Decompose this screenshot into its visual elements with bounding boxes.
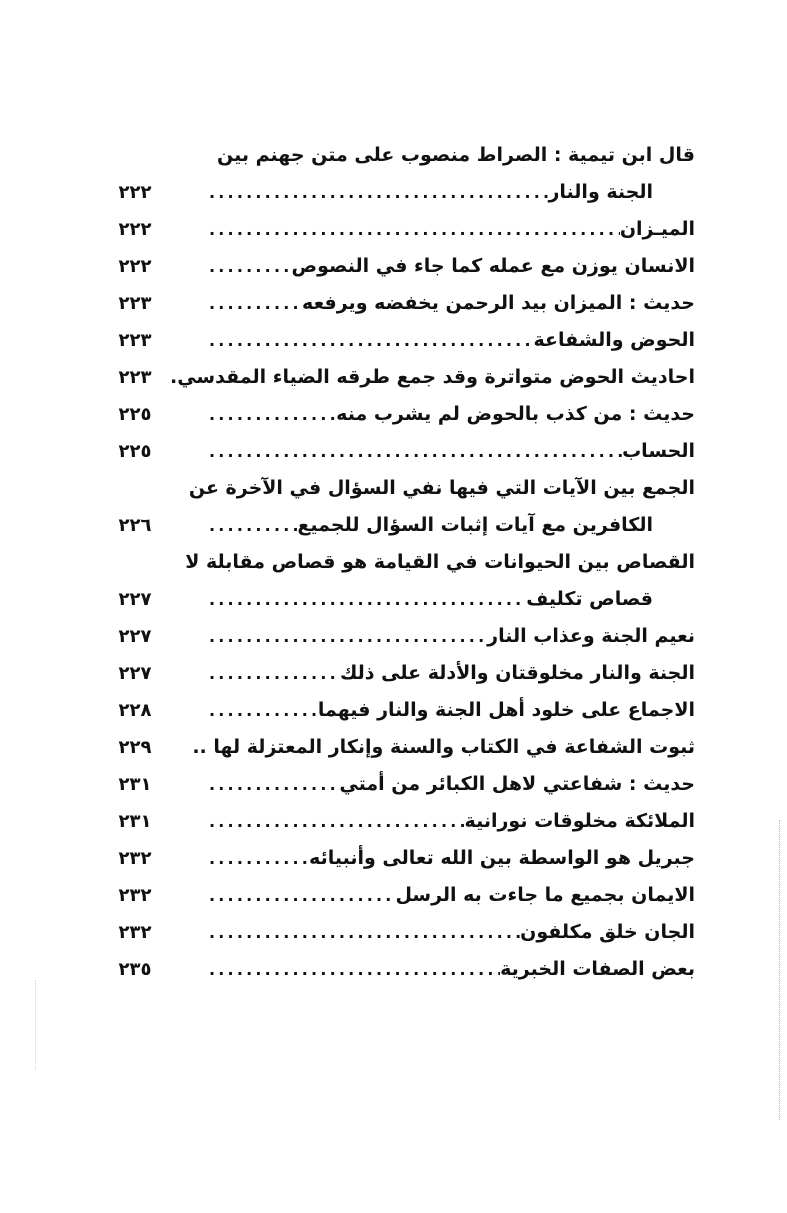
toc-entry	[205, 285, 695, 322]
toc-entry	[205, 581, 695, 618]
toc-entry-title: نعيم الجنة وعذاب النار	[487, 625, 695, 647]
toc-page-number: ٢٢٢	[118, 182, 152, 203]
toc-row	[0, 729, 787, 766]
toc-entry-title: حديث : الميزان بيد الرحمن يخفضه ويرفعه	[302, 292, 695, 314]
toc-row	[0, 544, 787, 581]
toc-page-number: ٢٢٩	[118, 737, 152, 758]
dot-leader	[205, 248, 292, 285]
toc-entry-title: حديث : شفاعتي لاهل الكبائر من أمتي	[339, 773, 695, 795]
toc-row	[0, 840, 787, 877]
toc-page-number	[110, 544, 160, 581]
toc-page-number: ٢٣١	[118, 774, 152, 795]
toc-page-number: ٢٢٥	[118, 404, 152, 425]
dot-leader	[205, 951, 500, 988]
toc-entry	[205, 433, 695, 470]
toc-row	[0, 914, 787, 951]
toc-row	[0, 359, 787, 396]
toc-entry	[205, 322, 695, 359]
toc-page-number: ٢٢٢	[118, 256, 152, 277]
toc-entry-title: قال ابن تيمية : الصراط منصوب على متن جهنم بين	[217, 144, 695, 166]
toc-row	[0, 766, 787, 803]
toc-page-number: ٢٢٧	[118, 663, 152, 684]
toc-page-number: ٢٣٥	[118, 959, 152, 980]
dot-leader	[205, 840, 309, 877]
toc-entry	[205, 655, 695, 692]
toc-entry	[192, 729, 695, 766]
toc-row	[0, 655, 787, 692]
toc-entry	[205, 877, 695, 914]
toc-row	[0, 507, 787, 544]
toc-entry	[205, 507, 695, 544]
toc-page-number: ٢٢٧	[118, 626, 152, 647]
toc-entry-title: احاديث الحوض متواترة وقد جمع طرقه الضياء المقدسي.	[169, 366, 695, 388]
toc-row	[0, 470, 787, 507]
toc-entry-title: الحساب	[622, 440, 695, 462]
dot-leader	[205, 803, 465, 840]
dot-leader	[205, 618, 487, 655]
toc-entry	[205, 211, 695, 248]
toc-entry-title: الجنة والنار	[548, 181, 653, 203]
toc-entry	[205, 137, 695, 174]
toc-entry-title: بعض الصفات الخبرية	[500, 958, 695, 980]
dot-leader	[205, 692, 318, 729]
scan-edge-line-left	[35, 980, 36, 1070]
dot-leader	[205, 877, 395, 914]
toc-entry	[205, 914, 695, 951]
toc-entry-title: قصاص تكليف	[526, 588, 653, 610]
toc-entry	[205, 803, 695, 840]
toc-entry	[205, 766, 695, 803]
toc-entry	[185, 544, 695, 581]
dot-leader	[205, 914, 520, 951]
dot-leader	[205, 396, 336, 433]
toc-row	[0, 137, 787, 174]
toc-row	[0, 211, 787, 248]
toc-row	[0, 877, 787, 914]
toc-row	[0, 951, 787, 988]
toc-entry-title: القصاص بين الحيوانات في القيامة هو قصاص مقابلة لا	[185, 551, 695, 573]
toc-page-number: ٢٢٦	[118, 515, 152, 536]
toc-page-number	[110, 470, 160, 507]
toc-entry-title: الميـزان	[619, 218, 695, 240]
dot-leader	[205, 766, 339, 803]
toc-entry	[205, 396, 695, 433]
toc-entry-title: الجان خلق مكلفون	[520, 921, 695, 943]
toc-entry-title: الاجماع على خلود أهل الجنة والنار فيهما	[317, 699, 695, 721]
dot-leader	[205, 507, 297, 544]
toc-row	[0, 285, 787, 322]
toc-page-number: ٢٢٥	[118, 441, 152, 462]
dot-leader	[205, 285, 302, 322]
dot-leader	[205, 655, 340, 692]
dot-leader	[205, 211, 620, 248]
toc-page-number: ٢٢٢	[118, 219, 152, 240]
toc-entry-title: الجمع بين الآيات التي فيها نفي السؤال في الآخرة عن	[188, 477, 695, 499]
toc-entry-title: الانسان يوزن مع عمله كما جاء في النصوص	[291, 255, 695, 277]
toc-page-number	[110, 137, 160, 174]
toc-entry-title: حديث : من كذب بالحوض لم يشرب منه	[336, 403, 695, 425]
table-of-contents	[0, 137, 787, 988]
dot-leader	[205, 433, 622, 470]
toc-page-number: ٢٣٢	[118, 885, 152, 906]
toc-page-number: ٢٣٢	[118, 922, 152, 943]
toc-entry	[188, 470, 695, 507]
toc-entry	[169, 359, 695, 396]
toc-entry	[205, 174, 695, 211]
toc-row	[0, 396, 787, 433]
toc-row	[0, 174, 787, 211]
dot-leader	[205, 174, 548, 211]
toc-page-number: ٢٣٢	[118, 848, 152, 869]
toc-page-number: ٢٢٣	[118, 293, 152, 314]
toc-row	[0, 618, 787, 655]
toc-row	[0, 248, 787, 285]
toc-entry	[205, 248, 695, 285]
toc-row	[0, 692, 787, 729]
toc-entry-title: الايمان بجميع ما جاءت به الرسل	[395, 884, 695, 906]
toc-entry-title: الملائكة مخلوقات نورانية	[464, 810, 695, 832]
toc-page-number: ٢٢٧	[118, 589, 152, 610]
toc-row	[0, 803, 787, 840]
dot-leader	[205, 581, 526, 618]
toc-row	[0, 322, 787, 359]
toc-entry	[205, 618, 695, 655]
toc-page-number: ٢٢٣	[118, 330, 152, 351]
toc-entry	[205, 840, 695, 877]
toc-row	[0, 581, 787, 618]
toc-entry	[205, 951, 695, 988]
toc-entry	[205, 692, 695, 729]
toc-entry-title: جبريل هو الواسطة بين الله تعالى وأنبيائه	[309, 847, 695, 869]
toc-entry-title: الحوض والشفاعة	[533, 329, 695, 351]
dot-leader	[205, 322, 533, 359]
toc-entry-title: ثبوت الشفاعة في الكتاب والسنة وإنكار المعتزلة لها ..	[192, 736, 695, 758]
toc-page-number: ٢٢٣	[118, 367, 152, 388]
toc-page-number: ٢٣١	[118, 811, 152, 832]
toc-entry-title: الجنة والنار مخلوقتان والأدلة على ذلك	[339, 662, 695, 684]
toc-page-number: ٢٢٨	[118, 700, 152, 721]
toc-row	[0, 433, 787, 470]
toc-entry-title: الكافرين مع آيات إثبات السؤال للجميع	[297, 514, 653, 536]
